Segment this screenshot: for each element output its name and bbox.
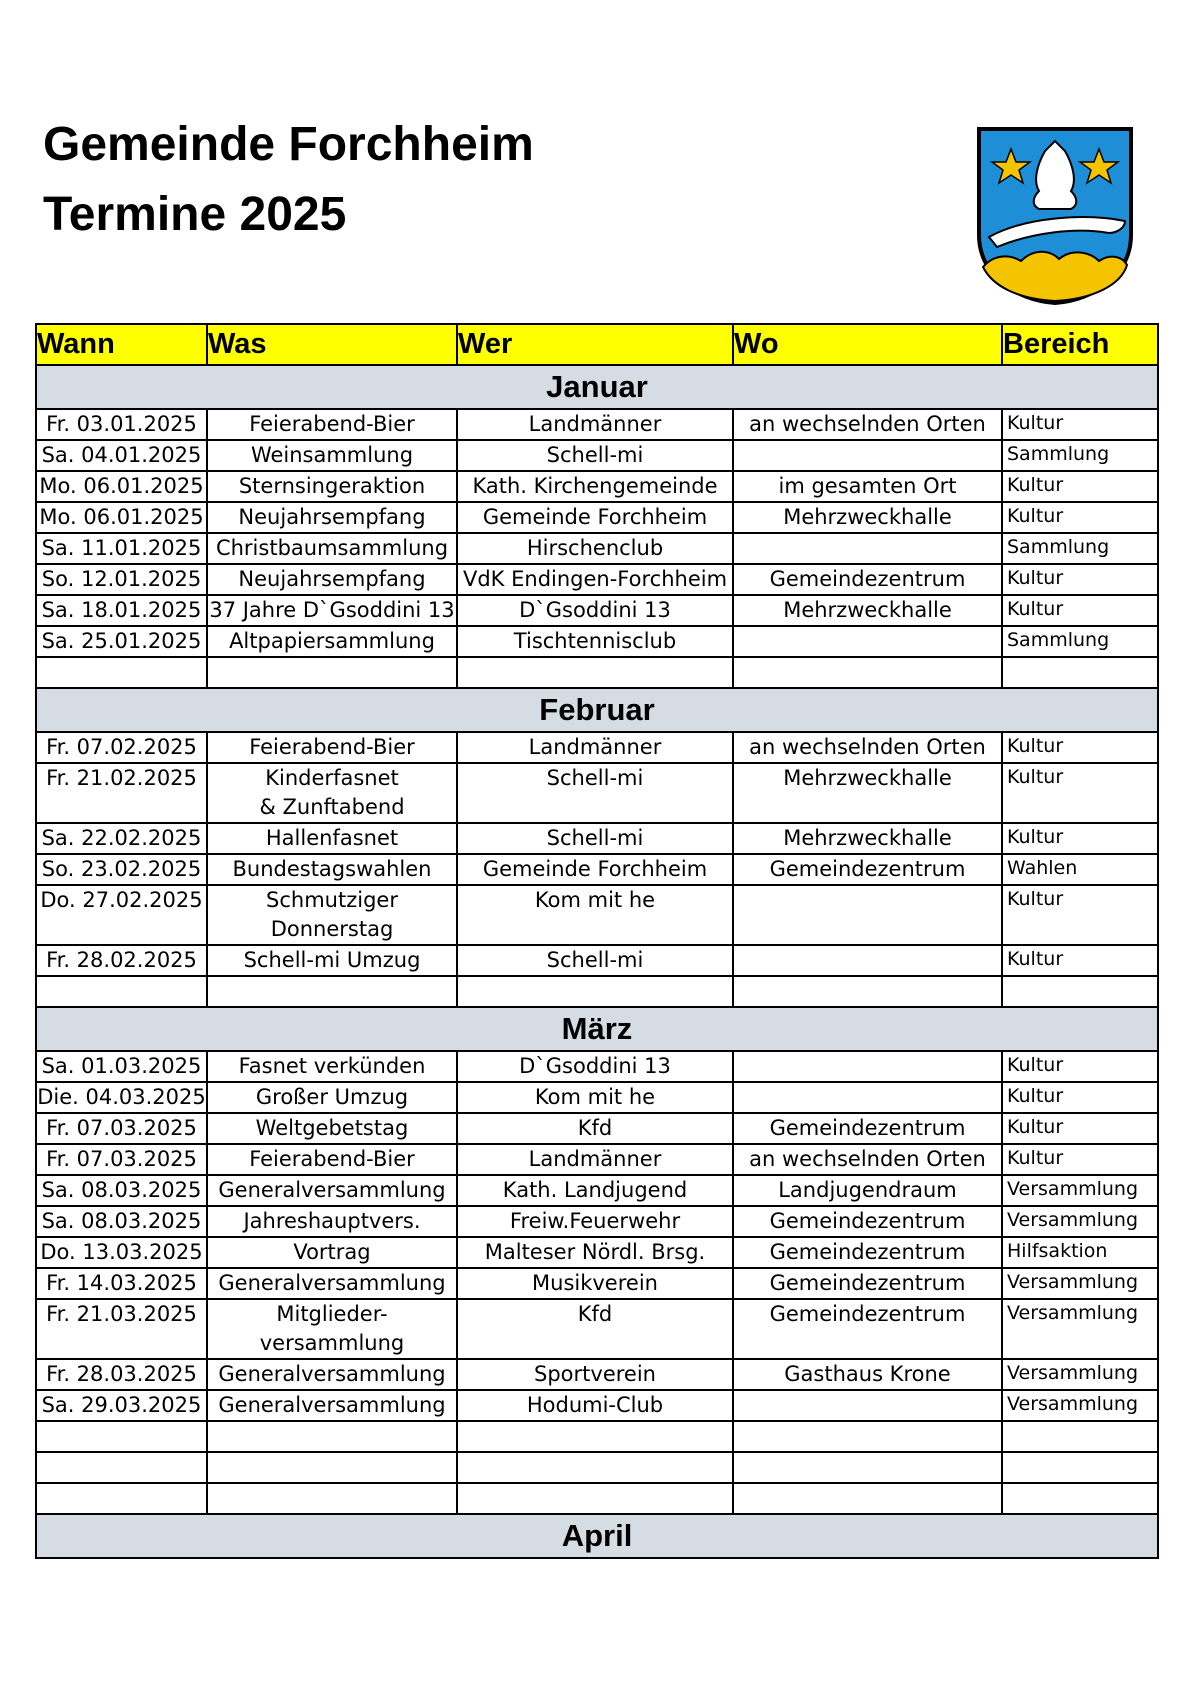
cell-wann: Sa. 18.01.2025 xyxy=(36,595,207,626)
cell-wer: Musikverein xyxy=(457,1268,733,1299)
table-row xyxy=(36,763,1158,823)
cell-wann: Sa. 25.01.2025 xyxy=(36,626,207,657)
cell-was xyxy=(207,502,457,533)
cell-wer xyxy=(457,657,733,688)
cell-wer: Hodumi-Club xyxy=(457,1390,733,1421)
cell-wann: Mo. 06.01.2025 xyxy=(36,502,207,533)
cell-wer: Tischtennisclub xyxy=(457,626,733,657)
cell-wann: Fr. 03.01.2025 xyxy=(36,409,207,440)
cell-was-line: Donnerstag xyxy=(270,917,394,941)
cell-wer xyxy=(457,1452,733,1483)
table-row xyxy=(36,1299,1158,1359)
cell-was-line: Bundestagswahlen xyxy=(232,857,432,881)
cell-was-line: Generalversammlung xyxy=(218,1393,446,1417)
cell-was xyxy=(207,1299,457,1359)
cell-wo xyxy=(733,657,1002,688)
cell-was-line: Generalversammlung xyxy=(218,1362,446,1386)
cell-wo: im gesamten Ort xyxy=(733,471,1002,502)
cell-was xyxy=(207,732,457,763)
cell-wann: Sa. 01.03.2025 xyxy=(36,1051,207,1082)
table-row xyxy=(36,945,1158,976)
cell-bereich: Wahlen xyxy=(1002,854,1158,885)
table-row xyxy=(36,854,1158,885)
table-row xyxy=(36,1113,1158,1144)
cell-was-line: Neujahrsempfang xyxy=(238,505,426,529)
table-body xyxy=(36,365,1158,1558)
cell-was-line: Fasnet verkünden xyxy=(238,1054,426,1078)
cell-wo: Mehrzweckhalle xyxy=(733,823,1002,854)
cell-was-line: Feierabend-Bier xyxy=(249,735,415,759)
month-title: Februar xyxy=(36,688,1158,732)
cell-was xyxy=(207,1268,457,1299)
cell-wann xyxy=(36,1483,207,1514)
cell-wann xyxy=(36,657,207,688)
cell-was xyxy=(207,1144,457,1175)
column-header-wer: Wer xyxy=(457,324,733,365)
cell-bereich: Kultur xyxy=(1002,823,1158,854)
cell-was-line: Weinsammlung xyxy=(250,443,414,467)
cell-was xyxy=(207,657,457,688)
cell-wer: Schell-mi xyxy=(457,945,733,976)
cell-bereich: Kultur xyxy=(1002,471,1158,502)
cell-was xyxy=(207,945,457,976)
cell-wo: Gasthaus Krone xyxy=(733,1359,1002,1390)
cell-wo xyxy=(733,1390,1002,1421)
cell-bereich: Versammlung xyxy=(1002,1268,1158,1299)
cell-bereich: Sammlung xyxy=(1002,440,1158,471)
cell-was-line: Altpapiersammlung xyxy=(229,629,435,653)
table-row xyxy=(36,533,1158,564)
cell-was xyxy=(207,1390,457,1421)
cell-was-line: versammlung xyxy=(259,1331,405,1355)
cell-wo: Gemeindezentrum xyxy=(733,854,1002,885)
cell-wann: Sa. 29.03.2025 xyxy=(36,1390,207,1421)
cell-bereich xyxy=(1002,1421,1158,1452)
cell-wer: Landmänner xyxy=(457,1144,733,1175)
month-title: März xyxy=(36,1007,1158,1051)
table-row xyxy=(36,471,1158,502)
cell-was-line: Neujahrsempfang xyxy=(238,567,426,591)
table-row xyxy=(36,823,1158,854)
cell-wer: Landmänner xyxy=(457,409,733,440)
cell-bereich: Kultur xyxy=(1002,1051,1158,1082)
cell-wer: Kath. Landjugend xyxy=(457,1175,733,1206)
cell-was xyxy=(207,1175,457,1206)
cell-wer: Kfd xyxy=(457,1299,733,1359)
cell-was-line: 37 Jahre D`Gsoddini 13 xyxy=(209,598,455,622)
cell-wer: Gemeinde Forchheim xyxy=(457,502,733,533)
cell-wann: Sa. 08.03.2025 xyxy=(36,1175,207,1206)
cell-wann: Sa. 22.02.2025 xyxy=(36,823,207,854)
cell-wer: Landmänner xyxy=(457,732,733,763)
cell-wann: Mo. 06.01.2025 xyxy=(36,471,207,502)
month-title: Januar xyxy=(36,365,1158,409)
cell-bereich: Sammlung xyxy=(1002,533,1158,564)
cell-wo: Gemeindezentrum xyxy=(733,1268,1002,1299)
cell-wo xyxy=(733,885,1002,945)
cell-bereich: Kultur xyxy=(1002,1082,1158,1113)
cell-was-line: Generalversammlung xyxy=(218,1178,446,1202)
cell-wer: Kfd xyxy=(457,1113,733,1144)
cell-wann: Sa. 04.01.2025 xyxy=(36,440,207,471)
month-header-row xyxy=(36,688,1158,732)
cell-was xyxy=(207,564,457,595)
table-row xyxy=(36,1237,1158,1268)
cell-was xyxy=(207,854,457,885)
month-header-row xyxy=(36,365,1158,409)
cell-was xyxy=(207,823,457,854)
cell-was-line: Mitglieder- xyxy=(276,1302,388,1326)
cell-was xyxy=(207,1051,457,1082)
cell-was-line: & Zunftabend xyxy=(259,795,405,819)
cell-wann: Sa. 11.01.2025 xyxy=(36,533,207,564)
cell-wann xyxy=(36,1421,207,1452)
cell-wer xyxy=(457,1483,733,1514)
coat-of-arms-icon xyxy=(975,125,1135,305)
table-row xyxy=(36,1452,1158,1483)
cell-bereich xyxy=(1002,657,1158,688)
column-header-was: Was xyxy=(207,324,457,365)
table-row xyxy=(36,1359,1158,1390)
cell-wann: Do. 13.03.2025 xyxy=(36,1237,207,1268)
cell-wer: Hirschenclub xyxy=(457,533,733,564)
cell-wo: Mehrzweckhalle xyxy=(733,595,1002,626)
table-row xyxy=(36,1051,1158,1082)
cell-wer: Kom mit he xyxy=(457,885,733,945)
cell-was xyxy=(207,763,457,823)
cell-was xyxy=(207,1113,457,1144)
cell-wo: Mehrzweckhalle xyxy=(733,763,1002,823)
cell-wo xyxy=(733,1051,1002,1082)
cell-was xyxy=(207,409,457,440)
cell-wo: Gemeindezentrum xyxy=(733,1299,1002,1359)
cell-wo xyxy=(733,1082,1002,1113)
cell-was xyxy=(207,976,457,1007)
month-header-row xyxy=(36,1514,1158,1558)
table-row xyxy=(36,657,1158,688)
cell-wo xyxy=(733,440,1002,471)
cell-was xyxy=(207,1237,457,1268)
cell-bereich: Kultur xyxy=(1002,595,1158,626)
cell-wer xyxy=(457,976,733,1007)
page-subtitle: Termine 2025 xyxy=(43,188,347,241)
cell-was-line: Weltgebetstag xyxy=(255,1116,409,1140)
table-row xyxy=(36,1421,1158,1452)
cell-wer: D`Gsoddini 13 xyxy=(457,595,733,626)
cell-bereich: Hilfsaktion xyxy=(1002,1237,1158,1268)
cell-was-line: Feierabend-Bier xyxy=(249,1147,415,1171)
cell-bereich: Kultur xyxy=(1002,409,1158,440)
cell-wann: Fr. 07.03.2025 xyxy=(36,1144,207,1175)
cell-wer: Schell-mi xyxy=(457,440,733,471)
cell-wo xyxy=(733,1483,1002,1514)
cell-was-line: Schmutziger xyxy=(266,888,398,912)
cell-bereich: Kultur xyxy=(1002,1113,1158,1144)
cell-was xyxy=(207,1483,457,1514)
cell-wann: Die. 04.03.2025 xyxy=(36,1082,207,1113)
cell-wer: Kom mit he xyxy=(457,1082,733,1113)
cell-wann: Fr. 28.03.2025 xyxy=(36,1359,207,1390)
cell-was-line: Sternsingeraktion xyxy=(238,474,426,498)
table-row xyxy=(36,1268,1158,1299)
table-row xyxy=(36,1144,1158,1175)
cell-wo xyxy=(733,1452,1002,1483)
table-row xyxy=(36,626,1158,657)
cell-bereich: Kultur xyxy=(1002,564,1158,595)
table-row xyxy=(36,1082,1158,1113)
table-row xyxy=(36,1483,1158,1514)
table-row xyxy=(36,409,1158,440)
cell-wo: Gemeindezentrum xyxy=(733,1206,1002,1237)
table-row xyxy=(36,1206,1158,1237)
cell-was xyxy=(207,1206,457,1237)
table-row xyxy=(36,595,1158,626)
cell-wann xyxy=(36,1452,207,1483)
cell-was xyxy=(207,885,457,945)
cell-wann: Fr. 28.02.2025 xyxy=(36,945,207,976)
table-row xyxy=(36,502,1158,533)
cell-wann: So. 12.01.2025 xyxy=(36,564,207,595)
cell-was xyxy=(207,1421,457,1452)
cell-wann: Do. 27.02.2025 xyxy=(36,885,207,945)
cell-wer: VdK Endingen-Forchheim xyxy=(457,564,733,595)
table-row xyxy=(36,440,1158,471)
cell-wo xyxy=(733,626,1002,657)
table-row xyxy=(36,1390,1158,1421)
cell-was xyxy=(207,595,457,626)
table-row xyxy=(36,732,1158,763)
cell-bereich: Sammlung xyxy=(1002,626,1158,657)
table-row xyxy=(36,976,1158,1007)
cell-wo: Landjugendraum xyxy=(733,1175,1002,1206)
cell-was xyxy=(207,471,457,502)
month-title: April xyxy=(36,1514,1158,1558)
cell-wer: Schell-mi xyxy=(457,823,733,854)
cell-was xyxy=(207,1359,457,1390)
cell-bereich: Versammlung xyxy=(1002,1206,1158,1237)
cell-bereich: Kultur xyxy=(1002,502,1158,533)
cell-wann: Fr. 07.03.2025 xyxy=(36,1113,207,1144)
cell-wo: Mehrzweckhalle xyxy=(733,502,1002,533)
cell-wo xyxy=(733,945,1002,976)
cell-was-line: Generalversammlung xyxy=(218,1271,446,1295)
cell-wann: Fr. 21.03.2025 xyxy=(36,1299,207,1359)
cell-bereich: Versammlung xyxy=(1002,1175,1158,1206)
cell-was-line: Hallenfasnet xyxy=(265,826,399,850)
cell-was xyxy=(207,1452,457,1483)
cell-wann: Fr. 07.02.2025 xyxy=(36,732,207,763)
cell-wo: an wechselnden Orten xyxy=(733,409,1002,440)
cell-was xyxy=(207,440,457,471)
cell-was xyxy=(207,1082,457,1113)
cell-wo xyxy=(733,533,1002,564)
cell-bereich xyxy=(1002,1483,1158,1514)
cell-was-line: Vortrag xyxy=(293,1240,371,1264)
cell-wo: an wechselnden Orten xyxy=(733,1144,1002,1175)
cell-wo xyxy=(733,1421,1002,1452)
cell-wer: D`Gsoddini 13 xyxy=(457,1051,733,1082)
table-row xyxy=(36,564,1158,595)
cell-was xyxy=(207,533,457,564)
cell-wann: Fr. 21.02.2025 xyxy=(36,763,207,823)
cell-bereich: Kultur xyxy=(1002,945,1158,976)
cell-wer: Gemeinde Forchheim xyxy=(457,854,733,885)
month-header-row xyxy=(36,1007,1158,1051)
cell-wer: Malteser Nördl. Brsg. xyxy=(457,1237,733,1268)
cell-bereich: Kultur xyxy=(1002,763,1158,823)
cell-wo xyxy=(733,976,1002,1007)
cell-was xyxy=(207,626,457,657)
cell-was-line: Kinderfasnet xyxy=(265,766,399,790)
cell-wann: So. 23.02.2025 xyxy=(36,854,207,885)
cell-bereich: Versammlung xyxy=(1002,1299,1158,1359)
column-header-wann: Wann xyxy=(36,324,207,365)
cell-bereich: Kultur xyxy=(1002,732,1158,763)
cell-bereich: Kultur xyxy=(1002,1144,1158,1175)
cell-was-line: Großer Umzug xyxy=(255,1085,409,1109)
cell-was-line: Feierabend-Bier xyxy=(249,412,415,436)
table-row xyxy=(36,1175,1158,1206)
cell-wer xyxy=(457,1421,733,1452)
column-header-wo: Wo xyxy=(733,324,1002,365)
cell-wer: Sportverein xyxy=(457,1359,733,1390)
cell-wann: Fr. 14.03.2025 xyxy=(36,1268,207,1299)
cell-wo: Gemeindezentrum xyxy=(733,564,1002,595)
cell-wer: Freiw.Feuerwehr xyxy=(457,1206,733,1237)
table-row xyxy=(36,885,1158,945)
cell-wann xyxy=(36,976,207,1007)
events-table xyxy=(35,323,1159,1559)
cell-wer: Schell-mi xyxy=(457,763,733,823)
crest-hills xyxy=(983,252,1127,301)
cell-was-line: Schell-mi Umzug xyxy=(243,948,421,972)
cell-bereich: Versammlung xyxy=(1002,1390,1158,1421)
cell-was-line: Jahreshauptvers. xyxy=(243,1209,421,1233)
page-title: Gemeinde Forchheim xyxy=(43,118,534,171)
cell-bereich: Kultur xyxy=(1002,885,1158,945)
cell-bereich xyxy=(1002,976,1158,1007)
cell-was-line: Christbaumsammlung xyxy=(215,536,449,560)
cell-wann: Sa. 08.03.2025 xyxy=(36,1206,207,1237)
cell-wo: an wechselnden Orten xyxy=(733,732,1002,763)
cell-wer: Kath. Kirchengemeinde xyxy=(457,471,733,502)
cell-wo: Gemeindezentrum xyxy=(733,1113,1002,1144)
cell-bereich: Versammlung xyxy=(1002,1359,1158,1390)
table-header-row xyxy=(36,324,1158,365)
column-header-bereich: Bereich xyxy=(1002,324,1158,365)
cell-bereich xyxy=(1002,1452,1158,1483)
cell-wo: Gemeindezentrum xyxy=(733,1237,1002,1268)
